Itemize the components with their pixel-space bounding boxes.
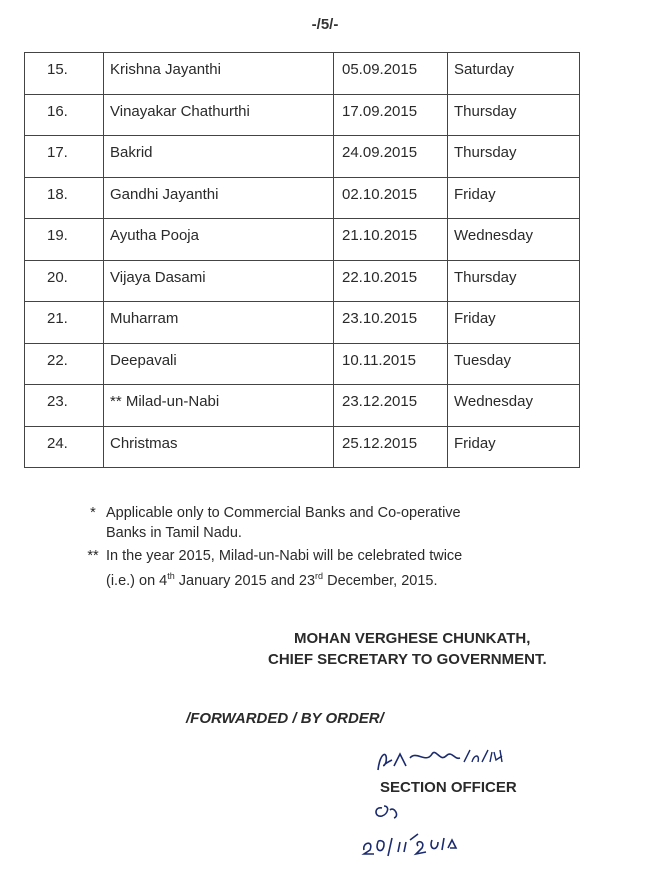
holiday-date: 25.12.2015 [334, 426, 448, 468]
holiday-day: Wednesday [448, 219, 580, 261]
table-row [25, 94, 580, 136]
holiday-name: Gandhi Jayanthi [104, 177, 334, 219]
footnote-2-mark: ** [87, 548, 99, 564]
holiday-name: ** Milad-un-Nabi [104, 385, 334, 427]
holiday-name: Krishna Jayanthi [104, 53, 334, 95]
row-number: 20. [25, 260, 104, 302]
footnote-1-line-1: Applicable only to Commercial Banks and Co-operative [106, 505, 461, 521]
table-row [25, 426, 580, 468]
holiday-day: Saturday [448, 53, 580, 95]
signatory-title: CHIEF SECRETARY TO GOVERNMENT. [268, 651, 547, 668]
holiday-name: Deepavali [104, 343, 334, 385]
table-row [25, 219, 580, 261]
holiday-day: Thursday [448, 94, 580, 136]
holiday-day: Friday [448, 177, 580, 219]
holiday-date: 05.09.2015 [334, 53, 448, 95]
footnote-1-mark: * [90, 505, 96, 521]
holiday-day: Friday [448, 426, 580, 468]
row-number: 23. [25, 385, 104, 427]
footnote-2-line-1: In the year 2015, Milad-un-Nabi will be celebrated twice [106, 548, 463, 564]
holiday-day: Thursday [448, 136, 580, 178]
footnote-2 [80, 546, 540, 591]
handwritten-date [360, 800, 490, 860]
holiday-table [24, 52, 580, 468]
holiday-name: Bakrid [104, 136, 334, 178]
holiday-day: Wednesday [448, 385, 580, 427]
row-number: 16. [25, 94, 104, 136]
holiday-day: Friday [448, 302, 580, 344]
holiday-date: 17.09.2015 [334, 94, 448, 136]
holiday-date: 10.11.2015 [334, 343, 448, 385]
row-number: 22. [25, 343, 104, 385]
holiday-name: Muharram [104, 302, 334, 344]
row-number: 15. [25, 53, 104, 95]
forwarded-by-order: /FORWARDED / BY ORDER/ [186, 710, 384, 727]
signatory-block [268, 628, 588, 670]
footnote-2-line-2: (i.e.) on 4th January 2015 and 23rd December, 2015. [106, 571, 438, 589]
holiday-name: Christmas [104, 426, 334, 468]
holiday-date: 23.12.2015 [334, 385, 448, 427]
holiday-day: Tuesday [448, 343, 580, 385]
row-number: 24. [25, 426, 104, 468]
page-number: -/5/- [311, 16, 339, 33]
table-row [25, 260, 580, 302]
footnotes [80, 503, 540, 594]
table-row [25, 302, 580, 344]
row-number: 19. [25, 219, 104, 261]
row-number: 21. [25, 302, 104, 344]
table-row [25, 343, 580, 385]
holiday-date: 24.09.2015 [334, 136, 448, 178]
holiday-name: Ayutha Pooja [104, 219, 334, 261]
handwritten-signature [370, 740, 510, 780]
holiday-date: 23.10.2015 [334, 302, 448, 344]
row-number: 18. [25, 177, 104, 219]
table-row [25, 177, 580, 219]
section-officer-label: SECTION OFFICER [380, 779, 517, 796]
holiday-name: Vinayakar Chathurthi [104, 94, 334, 136]
table-row [25, 53, 580, 95]
holiday-date: 02.10.2015 [334, 177, 448, 219]
footnote-1-line-2: Banks in Tamil Nadu. [106, 525, 242, 541]
signatory-name: MOHAN VERGHESE CHUNKATH, [294, 630, 531, 647]
footnote-1 [80, 503, 540, 543]
holiday-day: Thursday [448, 260, 580, 302]
table-row [25, 136, 580, 178]
holiday-date: 21.10.2015 [334, 219, 448, 261]
table-row [25, 385, 580, 427]
row-number: 17. [25, 136, 104, 178]
holiday-name: Vijaya Dasami [104, 260, 334, 302]
holiday-date: 22.10.2015 [334, 260, 448, 302]
